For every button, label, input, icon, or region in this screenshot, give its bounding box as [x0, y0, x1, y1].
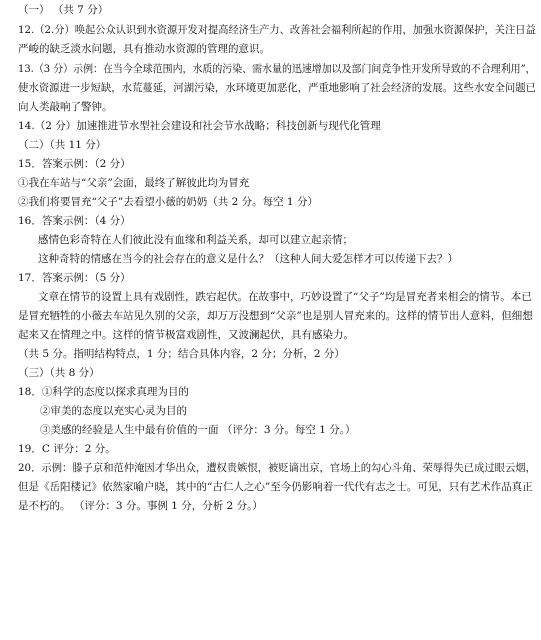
- q20-line-3: 是不朽的。 （评分：3 分。事例 1 分，分析 2 分。）: [18, 500, 263, 512]
- q18-answer-2: ②审美的态度以充实心灵为目的: [40, 405, 187, 417]
- q19-line: 19．C 评分：2 分。: [18, 443, 116, 455]
- q16-title: 16．答案示例：（4 分）: [18, 215, 131, 227]
- q17-body-line-1: 文章在情节的设置上具有戏剧性，跌宕起伏。在故事中，巧妙设置了“父子”均是冒充者来相会的情节。本已: [38, 291, 532, 303]
- q20-line-1: 20．示例：滕子京和范仲淹因才华出众，遭权贵嫉恨，被贬谪出京，官场上的勾心斗角、荣辱得失已成过眼云烟，: [18, 462, 536, 474]
- q12-line-2: 严峻的缺乏淡水问题，具有推动水资源的管理的意识。: [18, 43, 270, 55]
- q18-answer-3: ③美感的经验是人生中最有价值的一面 （评分：3 分。每空 1 分。）: [40, 424, 356, 436]
- q16-answer-1: 感情色彩奇特在人们彼此没有血缘和利益关系，却可以建立起亲情；: [38, 234, 353, 246]
- q12-line-1: 12.（2.分）唤起公众认识到水资源开发对提高经济生产力、改善社会福利所起的作用，加强水资源保护，关注日益: [18, 24, 536, 36]
- section-1-header: （一） （共 7 分）: [18, 4, 109, 16]
- q17-title: 17．答案示例：（5 分）: [18, 272, 131, 284]
- q20-line-2: 但是《岳阳楼记》依然家喻户晓，其中的“古仁人之心”至今仍影响着一代代有志之士。可见，只有艺术作品真正: [18, 481, 533, 493]
- q15-title: 15．答案示例：（2 分）: [18, 158, 131, 170]
- q15-answer-2: ②我们将要冒充“父子”去看望小薇的奶奶（共 2 分。每空 1 分）: [18, 196, 318, 208]
- q17-body-line-3: 起来又在情理之中。这样的情节极富戏剧性，又波澜起伏，具有感染力。: [18, 329, 354, 341]
- q16-answer-2: 这种奇特的情感在当今的社会存在的意义是什么？（这种人间大爱怎样才可以传递下去？）: [38, 253, 458, 265]
- section-2-header: （二）（共 11 分）: [18, 139, 107, 151]
- q15-answer-1: ①我在车站与“父亲”会面，最终了解彼此均为冒充: [18, 177, 250, 189]
- q17-score: （共 5 分。指明结构特点，1 分；结合具体内容，2 分；分析，2 分）: [18, 348, 345, 360]
- q13-line-2: 使水资源进一步短缺，水荒蔓延，河湖污染，水环境更加恶化，严重地影响了社会经济的发展。这些水安全问题已: [18, 82, 537, 94]
- q13-line-1: 13.（3 分）示例：在当今全球范围内，水质的污染、需水量的迅速增加以及部门间竞争性开发所导致的不合理利用”，: [18, 63, 536, 75]
- q17-body-line-2: 是冒充牺牲的小薇去车站见久别的父亲，却万万没想到“父亲”也是别人冒充来的。这样的情节出人意料，但细想: [18, 310, 533, 322]
- q18-answer-1: 18．①科学的态度以探求真理为目的: [18, 386, 189, 398]
- q14-line: 14.（2 分）加速推进节水型社会建设和社会节水战略；科技创新与现代化管理: [18, 120, 381, 132]
- section-3-header: （三）（共 8 分）: [18, 367, 100, 379]
- q13-line-3: 向人类敲响了警钟。: [18, 101, 113, 113]
